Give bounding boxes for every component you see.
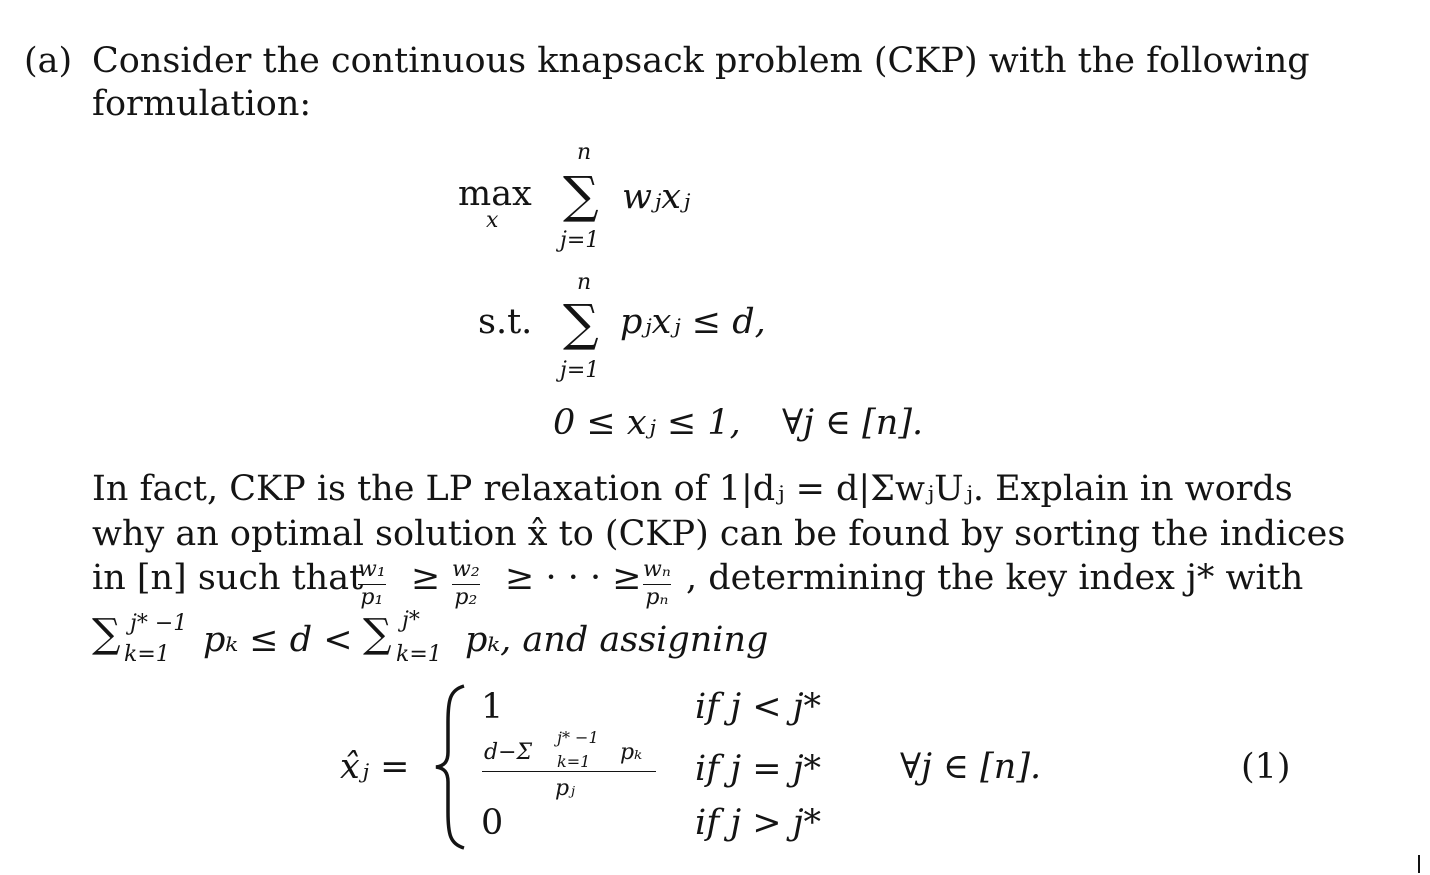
case2-num-sup: j* −1 (557, 728, 599, 747)
cases-forall: ∀j ∈ [n]. (900, 747, 1042, 787)
paragraph-line-3-end: , determining the key index j* with (686, 558, 1304, 598)
ratio2-denominator: p₂ (454, 585, 478, 610)
max-operator: max (458, 174, 532, 214)
sum2-upper-limit: n (577, 270, 592, 295)
case2-fraction-bar (482, 771, 656, 772)
paragraph-line-3-start: in [n] such that (92, 558, 364, 598)
paragraph-line-1: In fact, CKP is the LP relaxation of 1|dⱼ = d|ΣwⱼUⱼ. Explain in words (92, 469, 1293, 509)
ratio-n-denominator: pₙ (645, 585, 669, 610)
bounds-forall: ∀j ∈ [n]. (782, 403, 924, 443)
question-line-1: Consider the continuous knapsack problem (CKP) with the following (92, 41, 1310, 81)
case2-num-end: pₖ (620, 740, 643, 765)
left-brace-icon (430, 682, 470, 852)
sum1-upper-limit: n (577, 140, 592, 165)
sum2-sigma-icon: ∑ (563, 294, 599, 352)
question-label: (a) (24, 41, 73, 81)
case2-num-sub: k=1 (557, 752, 591, 771)
case1-value: 1 (481, 687, 504, 727)
case2-condition: if j = j* (695, 749, 822, 789)
line4-sum1-sigma-icon: ∑ (92, 611, 121, 657)
case2-denominator: pⱼ (555, 776, 575, 801)
line4-middle: pₖ ≤ d < (203, 620, 353, 660)
sum2-lower-limit: j=1 (560, 358, 600, 383)
geq-chain: ≥ · · · ≥ (505, 558, 642, 598)
line4-sum1-lower: k=1 (124, 642, 170, 667)
text-cursor (1418, 855, 1420, 873)
line4-sum2-lower: k=1 (396, 642, 442, 667)
paragraph-line-2: why an optimal solution x̂ to (CKP) can be found by sorting the indices (92, 514, 1346, 554)
ratio-w1-p1 (358, 559, 386, 609)
case1-condition: if j < j* (695, 687, 822, 727)
ratio1-numerator: w₁ (358, 557, 386, 582)
ratio2-numerator: w₂ (452, 557, 480, 582)
line4-sum2-sigma-icon: ∑ (363, 611, 392, 657)
line4-sum1-upper: j* −1 (130, 611, 188, 636)
ratio-n-numerator: wₙ (643, 557, 671, 582)
sum1-lower-limit: j=1 (560, 228, 600, 253)
sum1-sigma-icon: ∑ (563, 166, 599, 224)
question-line-2: formulation: (92, 84, 312, 124)
constraint-term: pⱼxⱼ ≤ d, (620, 302, 766, 342)
line4-end: pₖ, and assigning (465, 620, 769, 660)
max-subscript: x (486, 208, 499, 233)
geq-symbol: ≥ (411, 558, 441, 598)
st-label: s.t. (478, 302, 533, 342)
case3-condition: if j > j* (695, 803, 822, 843)
line4-sum2-upper: j* (402, 608, 420, 633)
equation-number: (1) (1241, 747, 1291, 787)
bounds-constraint: 0 ≤ xⱼ ≤ 1, (553, 403, 741, 443)
case3-value: 0 (481, 803, 504, 843)
cases-lhs: x̂ⱼ = (340, 747, 410, 787)
case2-numerator: d−Σ (484, 740, 533, 765)
ratio-wn-pn (643, 559, 671, 609)
ratio-w2-p2 (452, 559, 480, 609)
ratio1-denominator: p₁ (360, 585, 384, 610)
objective-term: wⱼxⱼ (622, 177, 691, 217)
